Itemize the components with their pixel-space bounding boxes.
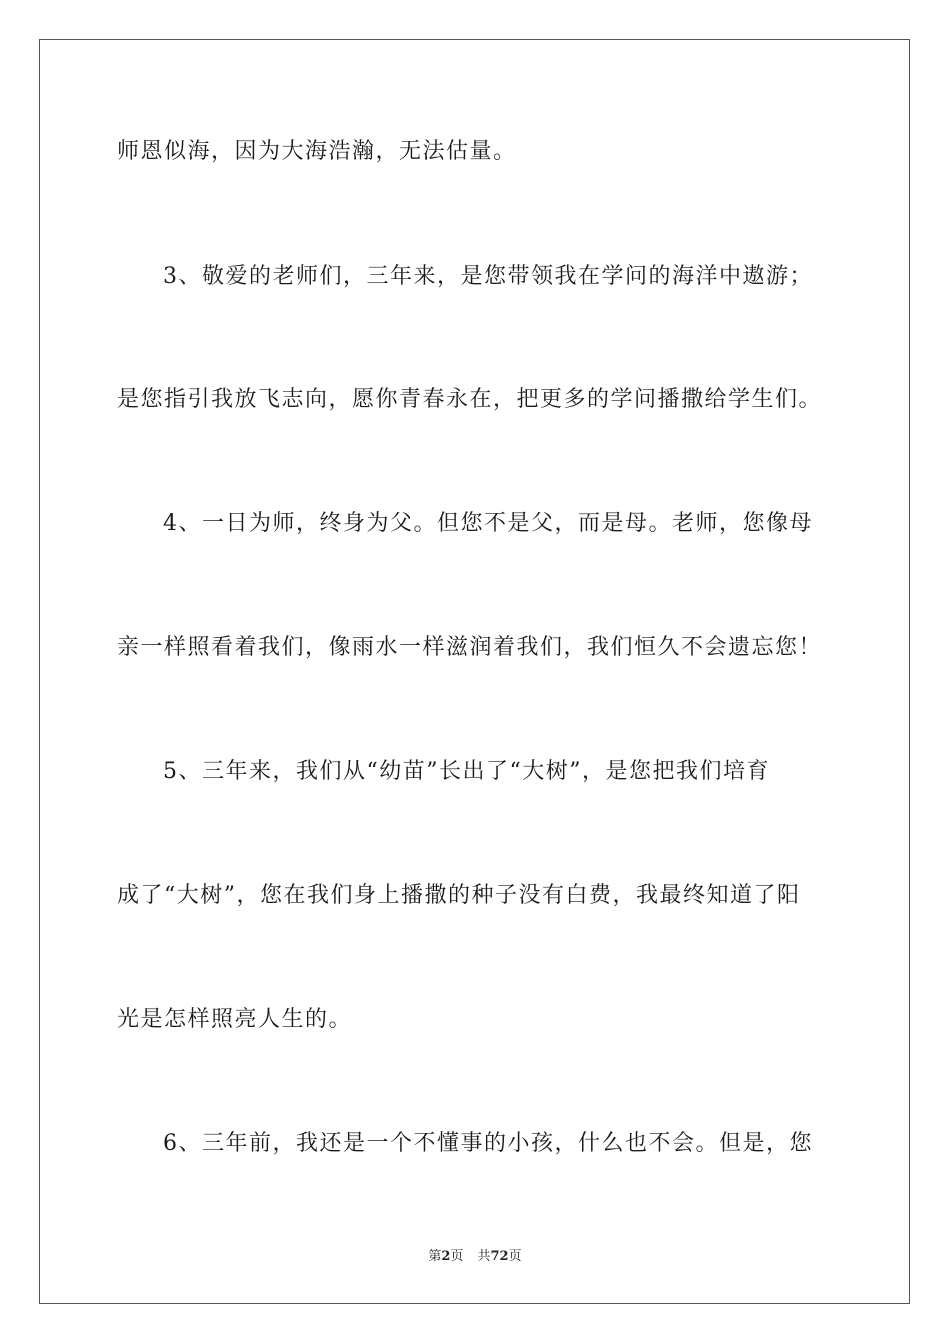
- page-suffix: 页: [450, 1249, 464, 1264]
- page-prefix: 第: [428, 1249, 442, 1264]
- body-line-4: 4、一日为师，终身为父。但您不是父，而是母。老师，您像母: [163, 511, 813, 536]
- total-suffix: 页: [508, 1249, 522, 1264]
- body-line-7: 成了“大树”，您在我们身上播撒的种子没有白费，我最终知道了阳: [117, 883, 801, 908]
- total-prefix: 共: [477, 1249, 491, 1264]
- page-footer: [0, 1248, 950, 1266]
- body-line-1: 师恩似海，因为大海浩瀚，无法估量。: [117, 139, 517, 164]
- body-line-3: 是您指引我放飞志向，愿你青春永在，把更多的学问播撒给学生们。: [117, 387, 823, 412]
- body-line-2: 3、敬爱的老师们，三年来，是您带领我在学问的海洋中遨游；: [163, 264, 813, 289]
- page-number: 2: [441, 1249, 451, 1264]
- body-line-8: 光是怎样照亮人生的。: [117, 1007, 353, 1032]
- body-line-9: 6、三年前，我还是一个不懂事的小孩，什么也不会。但是，您: [163, 1131, 813, 1156]
- body-line-6: 5、三年来，我们从“幼苗”长出了“大树”，是您把我们培育: [163, 759, 770, 784]
- body-line-5: 亲一样照看着我们，像雨水一样滋润着我们，我们恒久不会遗忘您！: [117, 635, 823, 660]
- page-border: [39, 39, 910, 1304]
- total-pages: 72: [490, 1249, 509, 1264]
